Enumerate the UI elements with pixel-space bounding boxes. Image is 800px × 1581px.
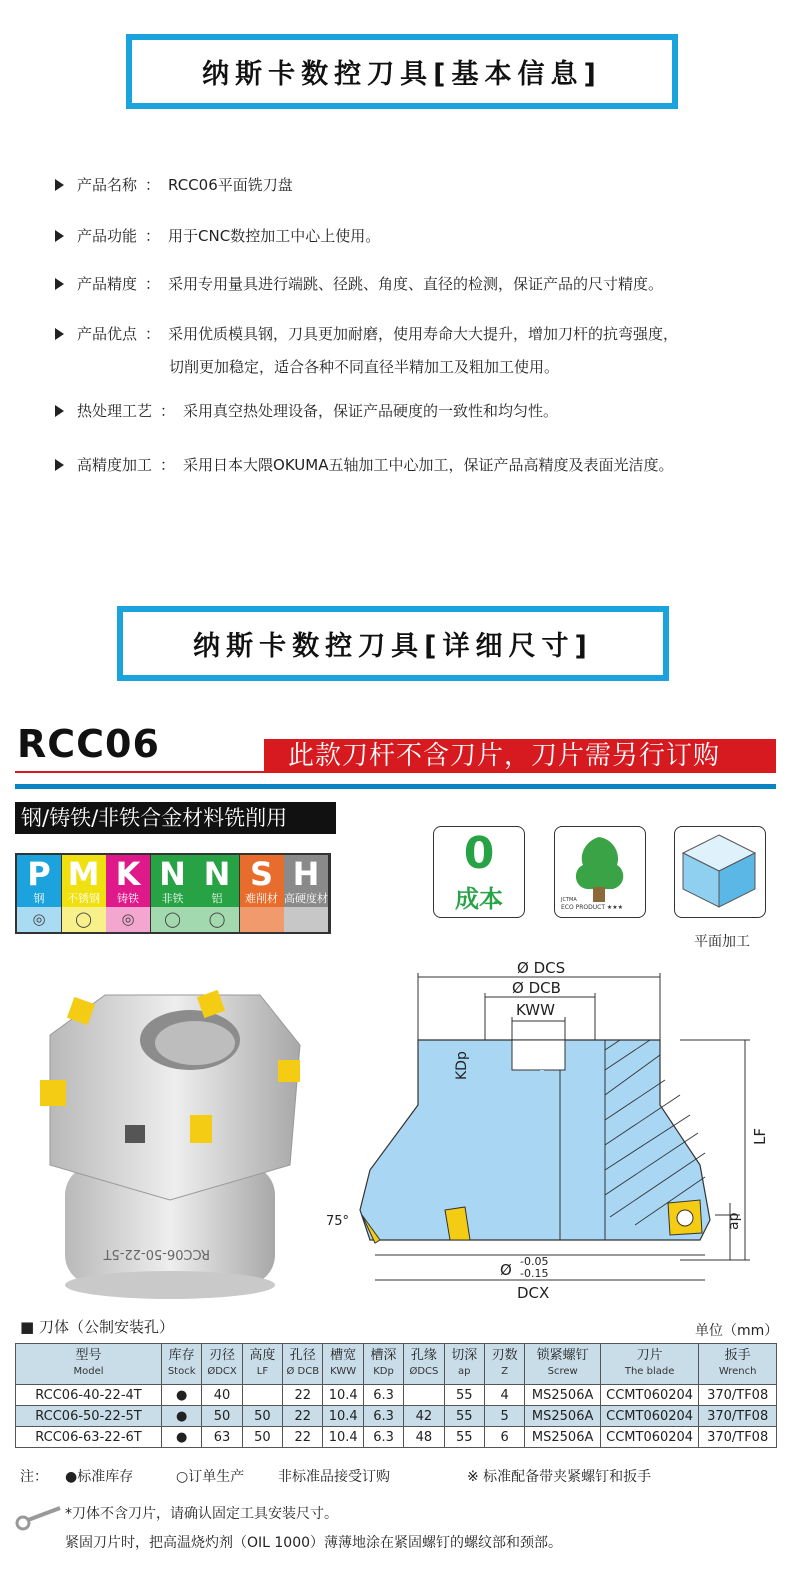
table-cell: [242, 1385, 282, 1406]
grade-suitability: ◎: [106, 907, 150, 932]
unit-label: 单位（mm）: [695, 1323, 779, 1339]
info-colon: ：: [145, 227, 161, 245]
section-banner-basic: [126, 34, 678, 109]
table-cell: MS2506A: [525, 1385, 601, 1406]
table-cell: 55: [444, 1427, 484, 1448]
column-header: [444, 1344, 484, 1385]
grade-letter: K: [115, 855, 141, 893]
column-header: [600, 1344, 698, 1385]
dim-kdp: KDp: [454, 1051, 470, 1080]
dimension-drawing: [320, 955, 785, 1305]
grade-suitability: ◯: [62, 907, 106, 932]
info-row-name: [55, 174, 293, 196]
grade-m-cell: [62, 855, 106, 907]
table-header-row: [16, 1344, 777, 1385]
table-cell: 40: [202, 1385, 242, 1406]
header-cn: 高度: [249, 1348, 276, 1363]
header-en: Ø DCB: [286, 1366, 320, 1377]
table-cell: RCC06-50-22-5T: [16, 1406, 162, 1427]
table-cell: 22: [283, 1385, 323, 1406]
cube-icon: [675, 827, 764, 916]
zero-cost-badge: [433, 826, 525, 918]
table-cell: 10.4: [323, 1427, 363, 1448]
dim-dcx: DCX: [517, 1284, 550, 1302]
table-cell: 370/TF08: [699, 1406, 777, 1427]
info-text: 采用日本大隈OKUMA五轴加工中心加工，保证产品高精度及表面光洁度。: [183, 456, 674, 474]
table-cell: 5: [484, 1406, 524, 1427]
table-cell: MS2506A: [525, 1427, 601, 1448]
grade-name: 难削材: [245, 892, 278, 905]
grade-letter: P: [27, 855, 51, 893]
cost-label: 成本: [455, 885, 503, 913]
info-label: 产品精度: [77, 275, 138, 293]
table-cell: 4: [484, 1385, 524, 1406]
header-cn: 刃数: [491, 1348, 518, 1363]
table-cell: RCC06-40-22-4T: [16, 1385, 162, 1406]
table-cell: 6: [484, 1427, 524, 1448]
info-colon: ：: [160, 456, 176, 474]
grade-n-cell: [151, 855, 195, 907]
info-row-heat: [55, 400, 558, 422]
header-cn: 槽深: [370, 1348, 397, 1363]
header-en: Model: [73, 1366, 104, 1377]
info-colon: ：: [145, 275, 161, 293]
header-en: ØDCX: [207, 1366, 237, 1377]
model-title: RCC06: [17, 722, 160, 766]
column-header: [404, 1344, 444, 1385]
column-header: [283, 1344, 323, 1385]
grade-name: 不锈钢: [67, 892, 100, 905]
grade-suitability: ◯: [195, 907, 239, 932]
bullet-icon: [55, 459, 64, 471]
header-en: ØDCS: [409, 1366, 439, 1377]
header-cn: 锁紧螺钉: [536, 1348, 589, 1363]
table-row: [16, 1406, 777, 1427]
grade-suitability: ◯: [151, 907, 195, 932]
table-cell: 6.3: [363, 1385, 403, 1406]
table-cell: CCMT060204: [600, 1427, 698, 1448]
wrench-icon: [15, 1505, 65, 1531]
flat-machining-badge: [674, 826, 766, 918]
grade-k-cell: [106, 855, 150, 907]
divider-blue: [15, 784, 776, 789]
info-colon: ：: [160, 402, 176, 420]
dim-angle: 75°: [326, 1214, 350, 1229]
header-cn: 扳手: [724, 1348, 751, 1363]
dim-kww: KWW: [516, 1001, 555, 1019]
table-cell: 50: [242, 1406, 282, 1427]
column-header: [323, 1344, 363, 1385]
header-en: LF: [256, 1366, 269, 1377]
info-label: 产品优点: [77, 325, 138, 343]
eco-label-1: JCTMA: [561, 897, 577, 903]
grade-suitability: [240, 907, 284, 932]
table-cell: ●: [161, 1385, 201, 1406]
table-cell: 370/TF08: [699, 1427, 777, 1448]
header-cn: 孔径: [289, 1348, 316, 1363]
column-header: [525, 1344, 601, 1385]
dim-tol-up: -0.05: [520, 1255, 549, 1268]
bullet-icon: [55, 328, 64, 340]
dim-lf: LF: [751, 1128, 769, 1145]
table-cell: ●: [161, 1427, 201, 1448]
table-cell: RCC06-63-22-6T: [16, 1427, 162, 1448]
info-label: 产品功能: [77, 227, 138, 245]
grade-s-cell: [240, 855, 284, 907]
table-cell: 10.4: [323, 1385, 363, 1406]
info-row-precision: [55, 273, 663, 295]
bullet-icon: [55, 179, 64, 191]
grade-letter: S: [249, 855, 274, 893]
part-engraving: RCC06-50-22-5T: [103, 1246, 210, 1261]
table-cell: 42: [404, 1406, 444, 1427]
table-cell: 6.3: [363, 1427, 403, 1448]
grade-suitability: ◎: [17, 907, 61, 932]
table-cell: MS2506A: [525, 1406, 601, 1427]
table-row: [16, 1385, 777, 1406]
info-colon: ：: [145, 325, 161, 343]
table-cell: 63: [202, 1427, 242, 1448]
flat-machining-label: 平面加工: [694, 934, 750, 950]
note-standard-accessories: ※ 标准配备带夹紧螺钉和扳手: [467, 1469, 652, 1485]
header-en: Wrench: [718, 1366, 757, 1377]
header-cn: 槽宽: [330, 1348, 357, 1363]
table-cell: 48: [404, 1427, 444, 1448]
grade-letter: N: [159, 855, 186, 893]
dim-ap: ap: [726, 1212, 742, 1230]
info-text: 采用真空热处理设备，保证产品硬度的一致性和均匀性。: [183, 402, 559, 420]
materials-label: 钢/铸铁/非铁合金材料铣削用: [15, 802, 336, 834]
header-en: Stock: [167, 1366, 196, 1377]
header-en: Z: [501, 1366, 509, 1377]
header-en: KDp: [373, 1366, 394, 1377]
section-banner-dimensions: [117, 606, 669, 681]
header-en: The blade: [624, 1366, 675, 1377]
info-colon: ：: [145, 176, 161, 194]
banner-title: 纳斯卡数控刀具[基本信息]: [202, 59, 602, 90]
column-header: [699, 1344, 777, 1385]
milling-cutter-image: [30, 985, 320, 1300]
dim-tol-sign: Ø: [500, 1261, 512, 1279]
table-cell: 6.3: [363, 1406, 403, 1427]
info-text: RCC06平面铣刀盘: [168, 176, 293, 194]
column-header: [484, 1344, 524, 1385]
info-label: 热处理工艺: [77, 402, 153, 420]
grade-letter: N: [203, 855, 231, 893]
bullet-icon: [55, 405, 64, 417]
table-cell: 55: [444, 1406, 484, 1427]
header-cn: 库存: [168, 1348, 195, 1363]
table-title: ■ 刀体（公制安装孔）: [20, 1318, 174, 1336]
header-cn: 孔缘: [410, 1348, 437, 1363]
grade-name: 铸铁: [117, 892, 139, 905]
table-row: [16, 1427, 777, 1448]
dim-dcs: Ø DCS: [517, 959, 566, 977]
table-cell: [404, 1385, 444, 1406]
bullet-icon: [55, 278, 64, 290]
info-row-advantage-cont: 切削更加稳定，适合各种不同直径半精加工及粗加工使用。: [169, 358, 560, 376]
column-header: [363, 1344, 403, 1385]
spec-table: [15, 1343, 777, 1448]
info-row-precision-machining: [55, 454, 673, 476]
info-row-advantage: [55, 323, 678, 345]
dim-dcb: Ø DCB: [512, 979, 561, 997]
banner-title: 纳斯卡数控刀具[详细尺寸]: [193, 631, 593, 662]
table-cell: 55: [444, 1385, 484, 1406]
header-en: Screw: [547, 1366, 578, 1377]
info-text: 采用优质模具钢，刀具更加耐磨，使用寿命大大提升，增加刀杆的抗弯强度，: [168, 325, 679, 343]
note-stock: ●标准库存: [65, 1469, 134, 1485]
note-nonstandard: 非标准品接受订购: [278, 1469, 390, 1485]
grade-h-cell: [284, 855, 328, 907]
zero-number: 0: [463, 828, 495, 879]
dim-tol-low: -0.15: [520, 1267, 549, 1280]
table-cell: CCMT060204: [600, 1406, 698, 1427]
table-cell: 50: [242, 1427, 282, 1448]
note-order: ○订单生产: [176, 1469, 245, 1485]
header-cn: 切深: [451, 1348, 478, 1363]
column-header: [242, 1344, 282, 1385]
table-cell: ●: [161, 1406, 201, 1427]
eco-product-badge: [554, 826, 646, 918]
grade-name: 钢: [33, 892, 45, 905]
notes-label: 注：: [20, 1469, 48, 1485]
table-cell: 50: [202, 1406, 242, 1427]
info-label: 产品名称: [77, 176, 138, 194]
table-cell: 22: [283, 1406, 323, 1427]
table-cell: CCMT060204: [600, 1385, 698, 1406]
header-cn: 型号: [75, 1348, 102, 1363]
header-en: KWW: [330, 1366, 357, 1377]
column-header: [161, 1344, 201, 1385]
column-header: [202, 1344, 242, 1385]
info-label: 高精度加工: [77, 456, 153, 474]
divider-red: [15, 771, 776, 773]
grade-suitability: [284, 907, 328, 932]
grade-name: 铝: [211, 892, 223, 905]
table-cell: 10.4: [323, 1406, 363, 1427]
eco-label-2: ECO PRODUCT ★★★: [561, 904, 624, 911]
header-en: ap: [458, 1366, 471, 1377]
bullet-icon: [55, 230, 64, 242]
info-text: 用于CNC数控加工中心上使用。: [168, 227, 381, 245]
header-cn: 刃径: [209, 1348, 236, 1363]
note-line-2: 紧固刀片时，把高温烧灼剂（OIL 1000）薄薄地涂在紧固螺钉的螺纹部和颈部。: [65, 1535, 563, 1551]
grade-p-cell: [17, 855, 61, 907]
grade-letter: H: [292, 855, 320, 893]
grade-letter: M: [67, 855, 100, 893]
table-cell: 370/TF08: [699, 1385, 777, 1406]
grade-name: 高硬度材: [284, 892, 328, 905]
column-header: [16, 1344, 162, 1385]
info-text: 采用专用量具进行端跳、径跳、角度、直径的检测，保证产品的尺寸精度。: [168, 275, 664, 293]
table-cell: 22: [283, 1427, 323, 1448]
insert-not-included-note: 此款刀杆不含刀片，刀片需另行订购: [264, 739, 776, 773]
header-cn: 刀片: [636, 1348, 663, 1363]
info-row-function: [55, 225, 380, 247]
grade-n-cell: [195, 855, 239, 907]
note-line-1: *刀体不含刀片，请确认固定工具安装尺寸。: [65, 1506, 338, 1522]
grade-name: 非铁: [161, 892, 184, 905]
